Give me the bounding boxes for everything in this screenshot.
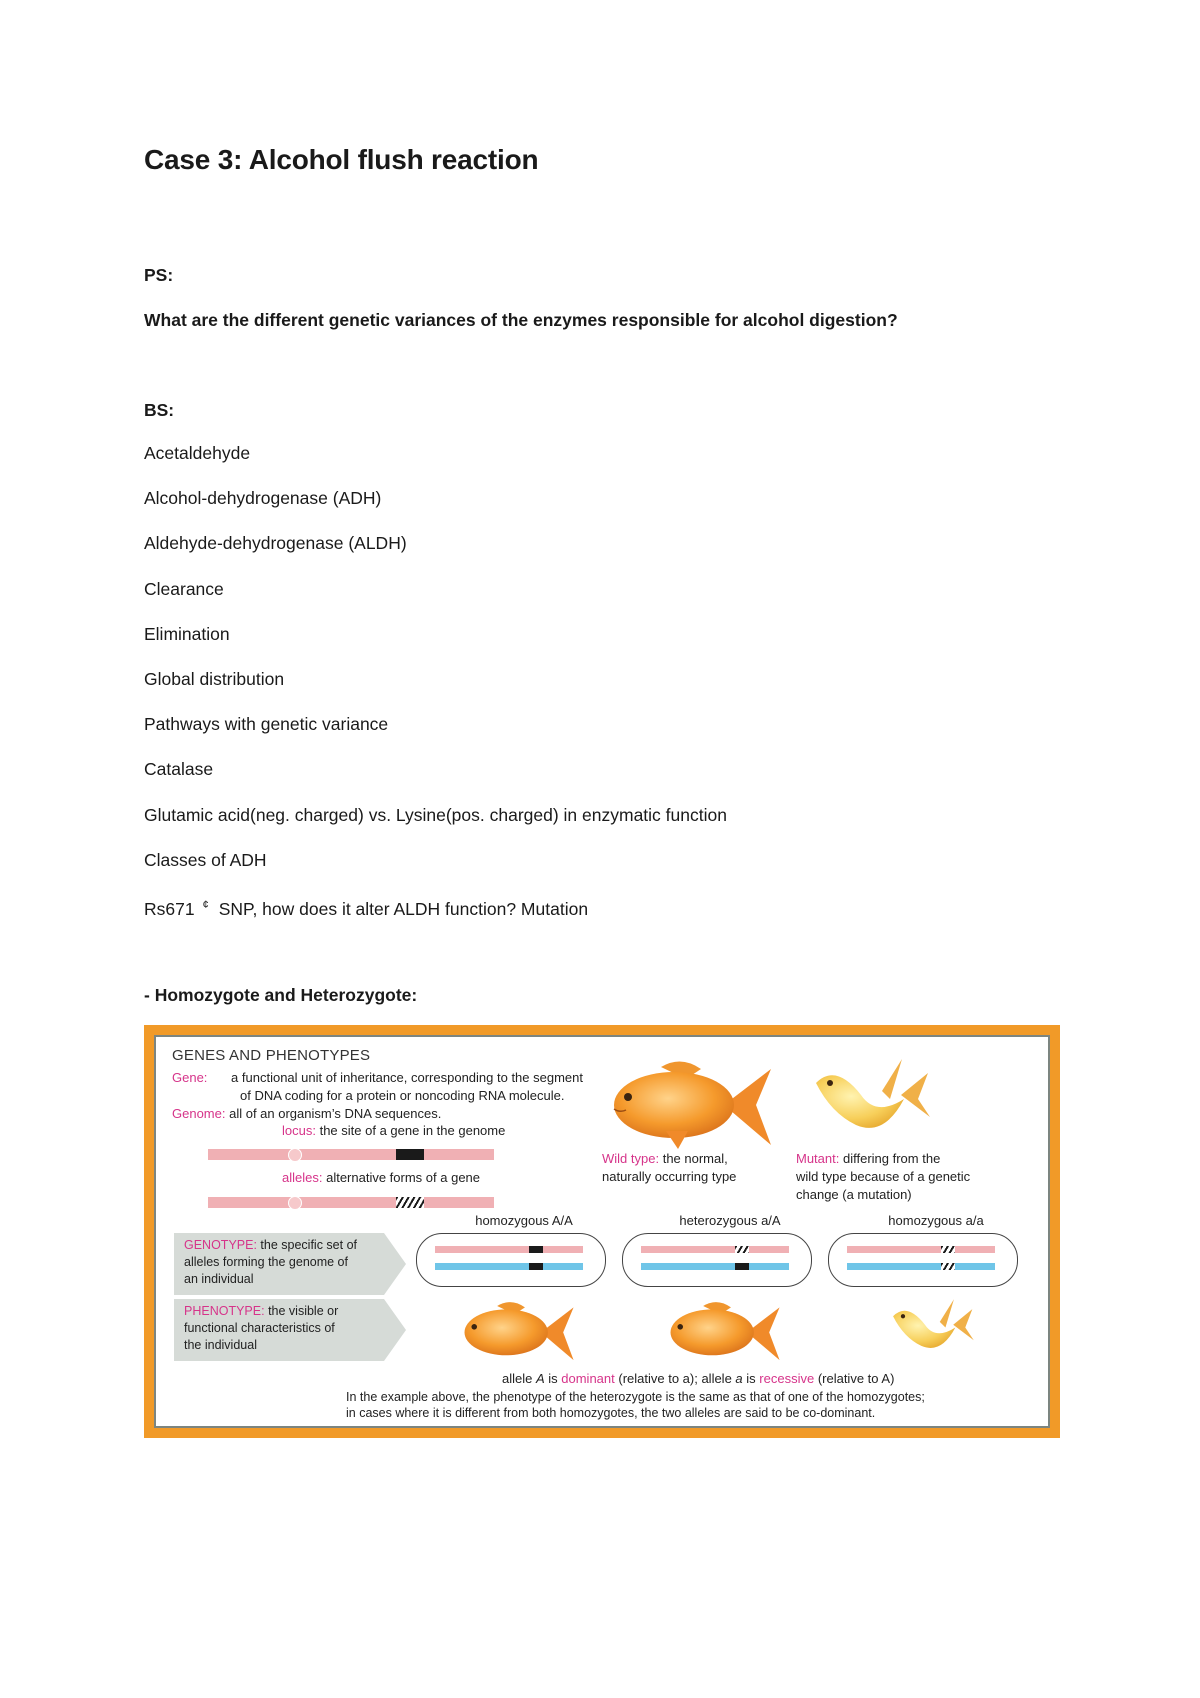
dominance-text: (relative to a); allele (614, 1371, 736, 1386)
bs-item: Classes of ADH (144, 849, 267, 870)
fish-AA-icon (458, 1299, 578, 1365)
wild-type-def-line1: the normal, (662, 1151, 728, 1166)
dominance-statement (502, 1370, 894, 1387)
rs671-text: SNP, how does it alter ALDH function? Mutation (218, 898, 589, 919)
genotype-def-3: an individual (184, 1272, 254, 1286)
chromosome-pair-AA (416, 1233, 606, 1287)
bs-item: Aldehyde-dehydrogenase (ALDH) (144, 533, 407, 554)
section-heading: - Homozygote and Heterozygote: (144, 985, 418, 1005)
chromosome-bar-2 (208, 1197, 494, 1208)
genotype-label-AA: homozygous A/A (475, 1213, 573, 1228)
gene-def-line1: a functional unit of inheritance, corresponding to the segment (231, 1070, 583, 1085)
locus-term: locus: (282, 1123, 316, 1138)
bs-keyword-list (144, 440, 727, 937)
locus-marker (396, 1149, 424, 1160)
genotype-def-2: alleles forming the genome of (184, 1255, 348, 1269)
allele-A (735, 1263, 749, 1270)
fish-aa-icon (886, 1295, 978, 1365)
phenotype-term: PHENOTYPE: (184, 1304, 265, 1318)
chromosome-pink (435, 1246, 583, 1253)
chromosome-blue (435, 1263, 583, 1270)
bs-item: Catalase (144, 759, 214, 780)
allele-a (735, 1246, 749, 1253)
recessive-term: recessive (759, 1371, 815, 1386)
mutant-definition (796, 1150, 940, 1167)
dominance-text: allele (502, 1371, 536, 1386)
footnote-line2: in cases where it is different from both homozygotes, the two alleles are said to be co-dominant. (346, 1406, 876, 1420)
phenotype-definition (184, 1303, 384, 1354)
bs-item: Alcohol-dehydrogenase (ADH) (144, 488, 382, 509)
phenotype-def-2: functional characteristics of (184, 1321, 335, 1335)
centromere (288, 1148, 302, 1162)
bs-item-rs671 (144, 892, 727, 937)
footnote-line1: In the example above, the phenotype of the heterozygote is the same as that of one of the homozygotes; (346, 1390, 925, 1404)
genotype-definition (184, 1237, 384, 1288)
allele-A (529, 1246, 543, 1253)
wild-type-definition (602, 1150, 728, 1167)
ps-label: PS: (144, 265, 174, 285)
gene-term: Gene: (172, 1070, 208, 1085)
genome-definition (172, 1105, 441, 1122)
alleles-def: alternative forms of a gene (326, 1170, 481, 1185)
wild-type-term: Wild type: (602, 1151, 660, 1166)
chromosome-blue (847, 1263, 995, 1270)
wild-type-def-line2: naturally occurring type (602, 1169, 737, 1184)
alleles-term: alleles: (282, 1170, 323, 1185)
mutant-fish-icon (806, 1055, 936, 1150)
genotype-label-aa: homozygous a/a (888, 1213, 984, 1228)
fish-aA-icon (664, 1299, 784, 1365)
chromosome-pair-aa (828, 1233, 1018, 1287)
genotype-def-1: the specific set of (260, 1238, 357, 1252)
phenotype-def-1: the visible or (268, 1304, 339, 1318)
bs-item: Global distribution (144, 668, 285, 689)
bs-item: Clearance (144, 578, 224, 599)
locus-definition (282, 1122, 505, 1139)
dominance-text: is (544, 1371, 562, 1386)
centromere (288, 1196, 302, 1210)
arrow-symbol: ¢ (202, 898, 209, 911)
bs-item: Acetaldehyde (144, 443, 251, 463)
dominant-term: dominant (561, 1371, 615, 1386)
bs-item: Glutamic acid(neg. charged) vs. Lysine(pos. charged) in enzymatic function (144, 804, 727, 825)
chromosome-pink (641, 1246, 789, 1253)
mutant-allele-marker (396, 1197, 424, 1208)
bs-item: Elimination (144, 623, 230, 644)
genotype-term: GENOTYPE: (184, 1238, 257, 1252)
phenotype-arrow (384, 1299, 406, 1361)
ps-question: What are the different genetic variances of the enzymes responsible for alcohol digestion? (144, 310, 898, 330)
genome-term: Genome: (172, 1106, 226, 1121)
gene-definition (172, 1069, 583, 1086)
chromosome-bar-1 (208, 1149, 494, 1160)
dominance-text: (relative to A) (814, 1371, 895, 1386)
allele-a (941, 1263, 955, 1270)
chromosome-pink (847, 1246, 995, 1253)
chromosome-pair-aA (622, 1233, 812, 1287)
bs-item: Pathways with genetic variance (144, 714, 389, 735)
genotype-label-aA: heterozygous a/A (679, 1213, 781, 1228)
bs-label: BS: (144, 400, 175, 420)
page-title: Case 3: Alcohol flush reaction (144, 144, 539, 175)
allele-a (941, 1246, 955, 1253)
allele-a-label: a (735, 1371, 743, 1386)
genome-def: all of an organism’s DNA sequences. (229, 1106, 442, 1121)
chromosome-blue (641, 1263, 789, 1270)
dominance-text: is (742, 1371, 760, 1386)
locus-def: the site of a gene in the genome (319, 1123, 506, 1138)
alleles-definition (282, 1169, 480, 1186)
phenotype-def-3: the individual (184, 1338, 257, 1352)
figure-panel (154, 1035, 1050, 1428)
mutant-term: Mutant: (796, 1151, 840, 1166)
gene-def-line2: of DNA coding for a protein or noncoding RNA molecule. (240, 1088, 565, 1103)
rs671-prefix: Rs671 (144, 898, 195, 919)
genes-phenotypes-figure (144, 1025, 1060, 1438)
genotype-arrow (384, 1233, 406, 1295)
allele-A (529, 1263, 543, 1270)
mutant-def-line2: wild type because of a genetic (796, 1169, 971, 1184)
mutant-def-line3: change (a mutation) (796, 1187, 912, 1202)
wild-type-fish-icon (606, 1057, 776, 1152)
figure-heading: GENES AND PHENOTYPES (172, 1047, 371, 1064)
allele-A-label: A (535, 1371, 545, 1386)
mutant-def-line1: differing from the (842, 1151, 941, 1166)
